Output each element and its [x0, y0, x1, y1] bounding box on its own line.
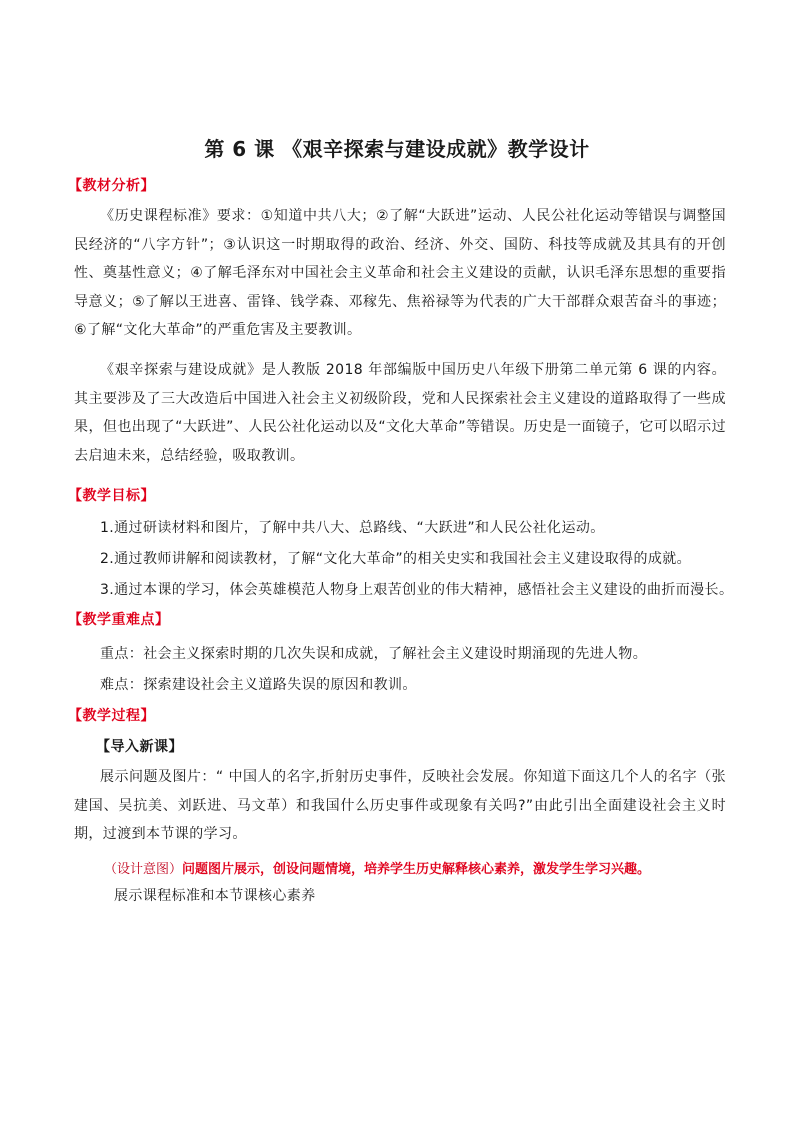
analysis-paragraph-2: 《艰辛探索与建设成就》是人教版 2018 年部编版中国历史八年级下册第二单元第 6 课的内容。其主要涉及了三大改造后中国进入社会主义初级阶段，党和人民探索社会主义建设的道路取得了一些成果，但也出现了“大跃进”、人民公社化运动以及“文化大革命”等错误。历史是一面镜子，它可以昭示过去启迪未来，总结经验，吸取教训。 — [74, 362, 726, 464]
key-point-focus: 重点：社会主义探索时期的几次失误和成就，了解社会主义建设时期涌现的先进人物。 — [100, 646, 648, 662]
design-intent-text: 问题图片展示，创设问题情境，培养学生历史解释核心素养，激发学生学习兴趣。 — [182, 862, 651, 877]
analysis-paragraph-1: 《历史课程标准》要求：①知道中共八大；②了解“大跃进”运动、人民公社化运动等错误与调整国民经济的“八字方针”；③认识这一时期取得的政治、经济、外交、国防、科技等成就及其具有的开创性、奠基性意义；④了解毛泽东对中国社会主义革命和社会主义建设的贡献，认识毛泽东思想的重要指导意义；⑤了解以王进喜、雷锋、钱学森、邓稼先、焦裕禄等为代表的广大干部群众艰苦奋斗的事迹；⑥了解“文化大革命”的严重危害及主要教训。 — [74, 208, 726, 338]
intro-paragraph: 展示问题及图片：“ 中国人的名字,折射历史事件，反映社会发展。你知道下面这几个人的名字（张建国、吴抗美、刘跃进、马文革）和我国什么历史事件或现象有关吗?”由此引出全面建设社会主义时期，过渡到本节课的学习。 — [74, 769, 726, 842]
key-point-difficulty: 难点：探索建设社会主义道路失误的原因和教训。 — [100, 677, 417, 693]
design-intent — [104, 860, 650, 880]
goal-item: 3.通过本课的学习，体会英雄模范人物身上艰苦创业的伟大精神，感悟社会主义建设的曲折而漫长。 — [100, 582, 734, 598]
goal-item: 2.通过教师讲解和阅读教材，了解“文化大革命”的相关史实和我国社会主义建设取得的成就。 — [100, 551, 692, 567]
section-label-goals: 【教学目标】 — [68, 488, 155, 504]
intro-heading: 【导入新课】 — [96, 739, 183, 755]
goal-item: 1.通过研读材料和图片，了解中共八大、总路线、“大跃进”和人民公社化运动。 — [100, 520, 605, 536]
design-intent-tag: （设计意图） — [104, 862, 183, 877]
section-label-process: 【教学过程】 — [68, 708, 155, 724]
curriculum-standards-line: 展示课程标准和本节课核心素养 — [114, 888, 316, 904]
section-label-analysis: 【教材分析】 — [68, 178, 155, 194]
section-label-key-points: 【教学重难点】 — [68, 612, 170, 628]
page-title: 第 6 课 《艰辛探索与建设成就》教学设计 — [204, 137, 590, 161]
